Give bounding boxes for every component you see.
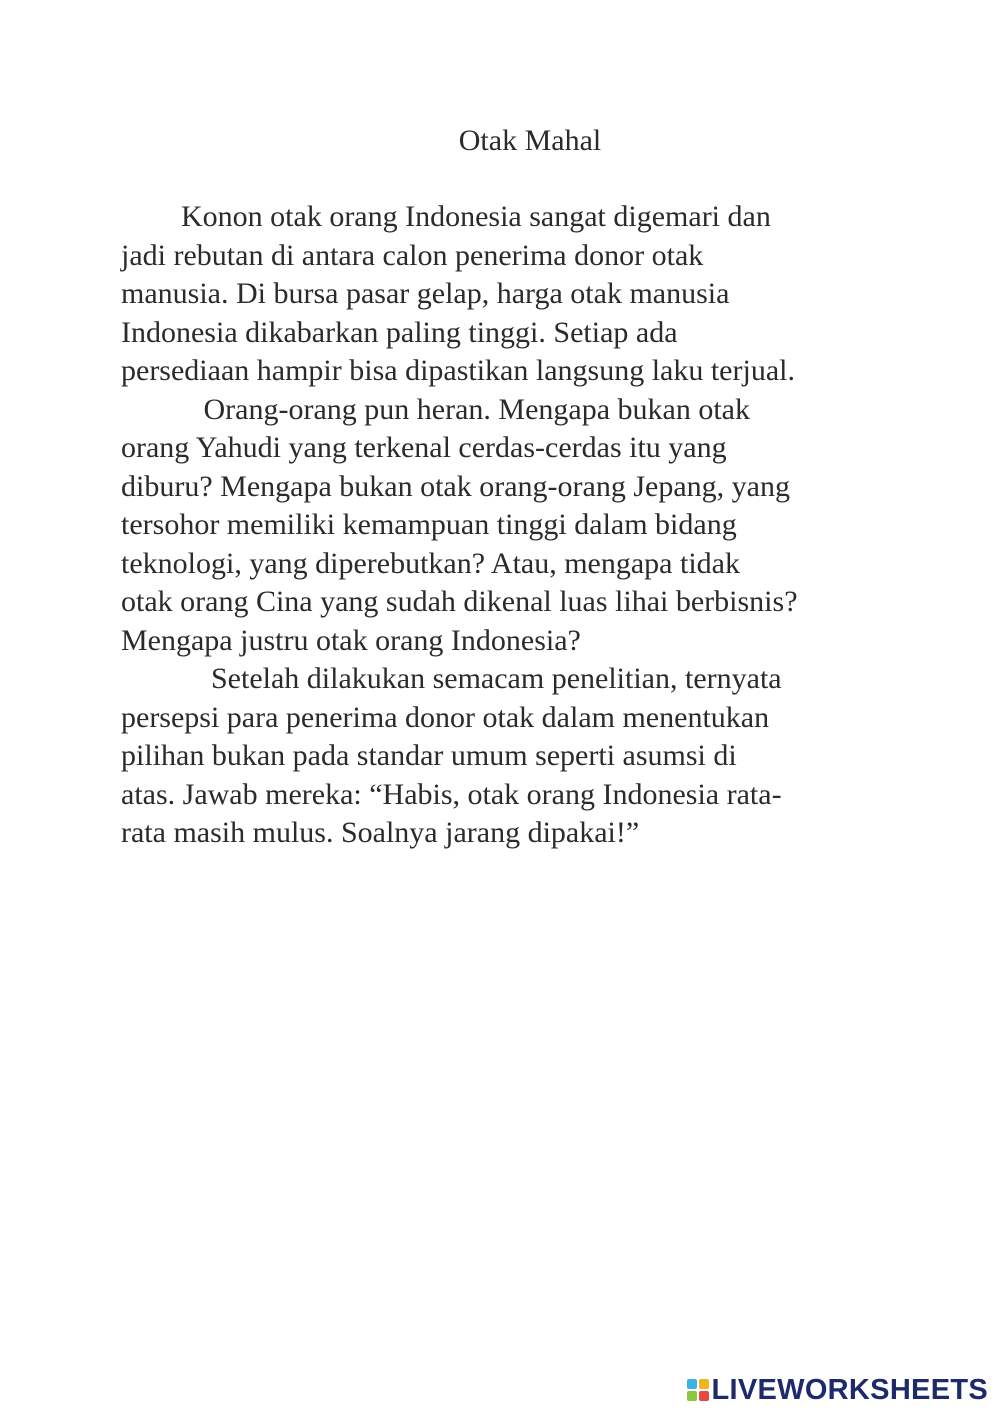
text-line: tersohor memiliki kemampuan tinggi dalam bidang	[121, 508, 737, 541]
text-line: atas. Jawab mereka: “Habis, otak orang Indonesia rata-	[121, 777, 782, 811]
text-line: Mengapa justru otak orang Indonesia?	[121, 623, 581, 657]
text-line: jadi rebutan di antara calon penerima donor otak	[121, 238, 704, 272]
text-line: manusia. Di bursa pasar gelap, harga otak manusia	[121, 277, 730, 310]
text-line: Orang-orang pun heran. Mengapa bukan otak	[121, 392, 750, 426]
story-body	[121, 198, 901, 853]
text-line: pilihan bukan pada standar umum seperti asumsi di	[121, 739, 737, 772]
text-line: Setelah dilakukan semacam penelitian, ternyata	[121, 662, 782, 695]
logo-square-red	[699, 1391, 709, 1401]
logo-square-blue	[687, 1379, 697, 1389]
logo-square-green	[687, 1391, 697, 1401]
logo-square-yellow	[699, 1379, 709, 1389]
brand-name: LIVEWORKSHEETS	[711, 1373, 988, 1406]
text-line: persepsi para penerima donor otak dalam menentukan	[121, 700, 770, 734]
liveworksheets-brand[interactable]	[687, 1373, 989, 1407]
liveworksheets-logo-icon	[687, 1379, 709, 1401]
text-line: rata masih mulus. Soalnya jarang dipakai!”	[121, 816, 640, 849]
document-title: Otak Mahal	[458, 124, 602, 157]
text-line: orang Yahudi yang terkenal cerdas-cerdas itu yang	[121, 431, 727, 464]
text-line: persediaan hampir bisa dipastikan langsung laku terjual.	[121, 354, 795, 387]
text-line: teknologi, yang diperebutkan? Atau, mengapa tidak	[121, 546, 740, 580]
text-line: Konon otak orang Indonesia sangat digemari dan	[121, 200, 771, 233]
text-line: otak orang Cina yang sudah dikenal luas lihai berbisnis?	[121, 585, 798, 618]
text-line: Indonesia dikabarkan paling tinggi. Setiap ada	[121, 315, 678, 349]
text-line: diburu? Mengapa bukan otak orang-orang Jepang, yang	[121, 469, 790, 503]
